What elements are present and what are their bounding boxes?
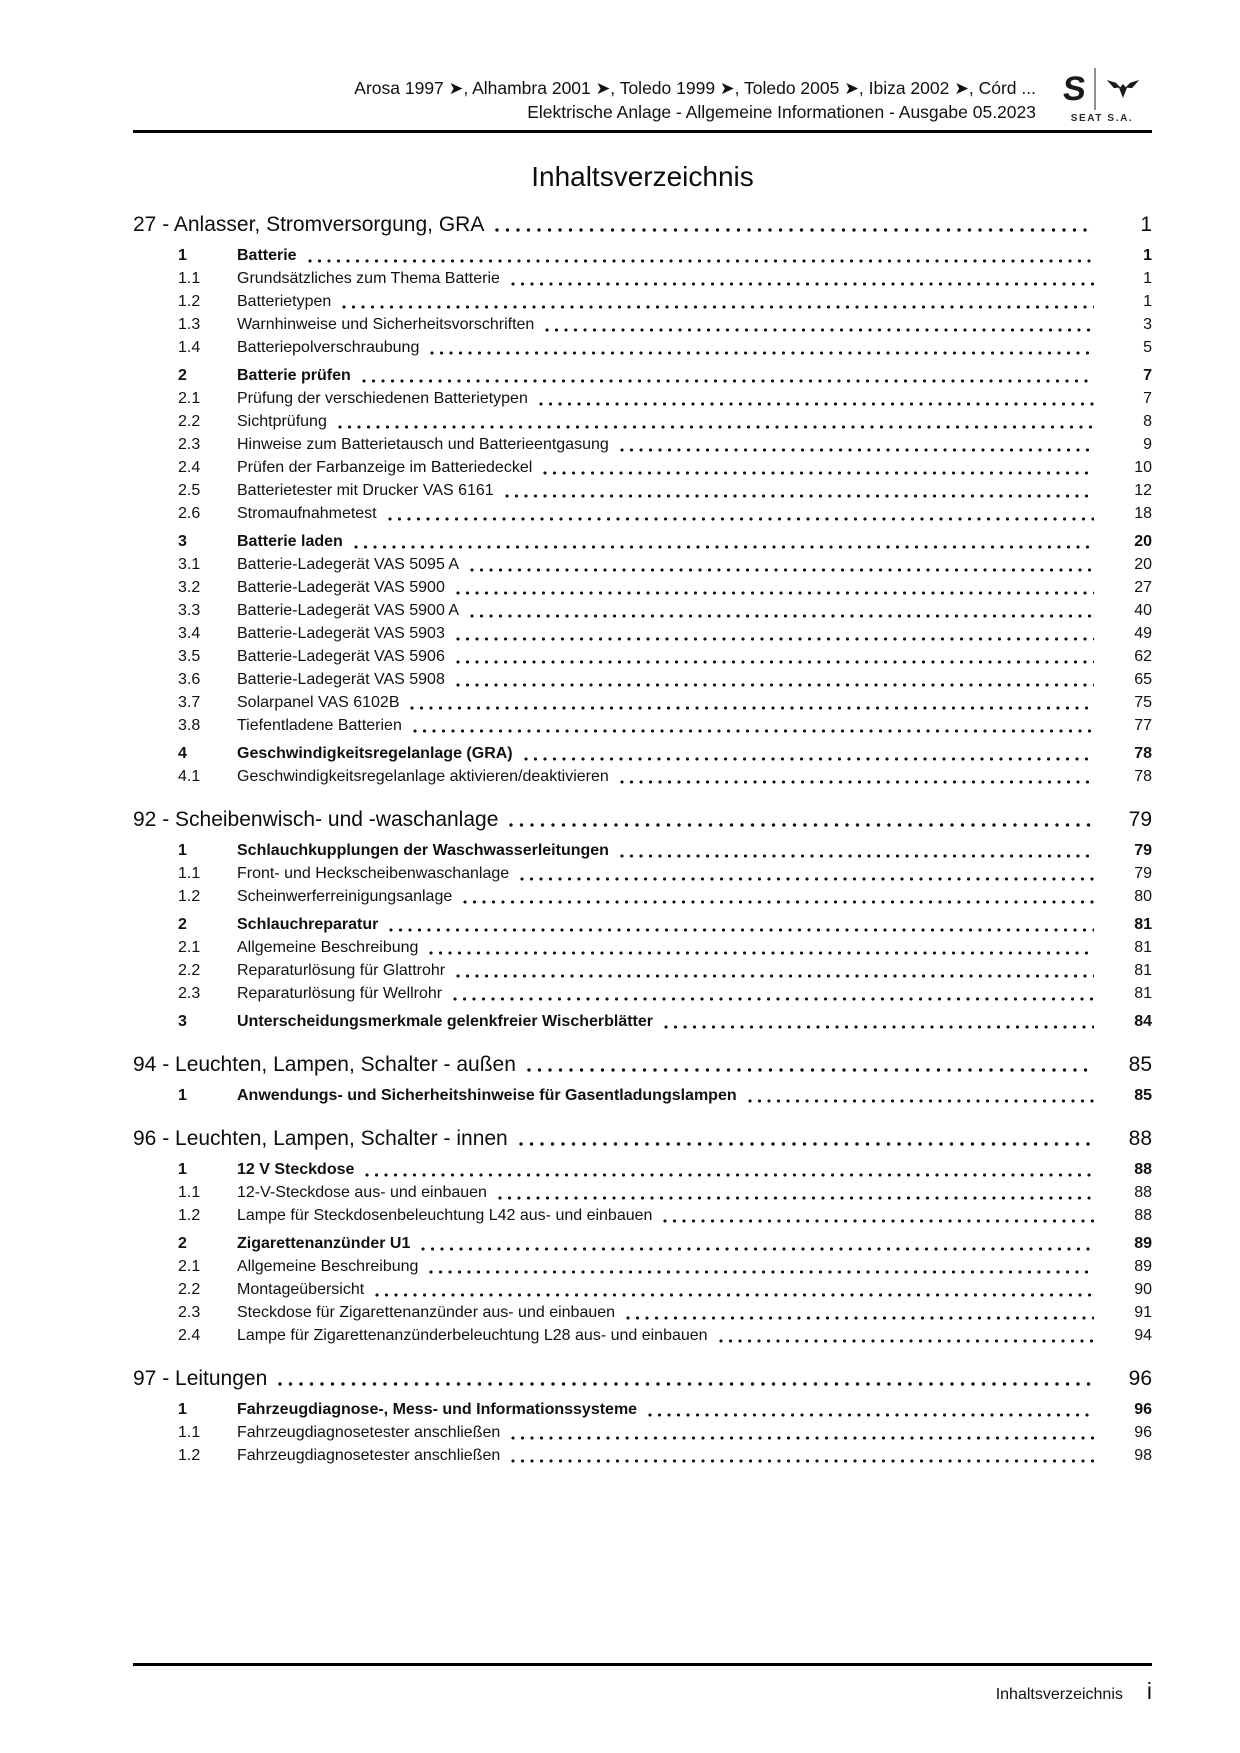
entry-title: Montageübersicht	[237, 1281, 365, 1298]
entry-title: Prüfung der verschiedenen Batterietypen	[237, 390, 528, 407]
entry-number: 2.1	[178, 390, 201, 407]
entry-page-number: 7	[1143, 390, 1152, 407]
entry-title: Prüfen der Farbanzeige im Batteriedeckel	[237, 459, 533, 476]
toc-entry-row	[178, 1010, 1152, 1033]
entry-title: Allgemeine Beschreibung	[237, 1258, 419, 1275]
entry-title: Batterietester mit Drucker VAS 6161	[237, 482, 494, 499]
toc-entry-row	[178, 1278, 1152, 1301]
leader-dots	[522, 742, 1094, 765]
entry-page-number: 84	[1134, 1013, 1152, 1030]
chapter-entries	[133, 244, 1152, 788]
chapter-heading-row	[133, 1367, 1152, 1391]
entry-page-number: 88	[1134, 1161, 1152, 1178]
toc-entry-row	[178, 839, 1152, 862]
entry-title: Scheinwerferreinigungsanlage	[237, 888, 453, 905]
entry-number: 1.3	[178, 316, 201, 333]
entry-title: Anwendungs- und Sicherheitshinweise für Gasentladungslampen	[237, 1087, 737, 1104]
toc-entry-row	[178, 1444, 1152, 1467]
entry-number: 2.4	[178, 459, 201, 476]
entry-page-number: 98	[1134, 1447, 1152, 1464]
chapter-entries	[133, 1158, 1152, 1347]
toc-entry-row	[178, 742, 1152, 765]
entry-number: 1.1	[178, 865, 201, 882]
entry-title: Stromaufnahmetest	[237, 505, 377, 522]
table-of-contents	[133, 213, 1152, 1467]
chapter-title: 96 - Leuchten, Lampen, Schalter - innen	[133, 1127, 508, 1150]
entry-number: 2.5	[178, 482, 201, 499]
toc-entry-row	[178, 714, 1152, 737]
leader-dots	[537, 387, 1094, 410]
entry-page-number: 10	[1134, 459, 1152, 476]
leader-dots	[387, 913, 1094, 936]
entry-number: 3.5	[178, 648, 201, 665]
entry-page-number: 20	[1134, 556, 1152, 573]
entry-page-number: 5	[1143, 339, 1152, 356]
entry-page-number: 81	[1134, 939, 1152, 956]
entry-title: Batterie-Ladegerät VAS 5900 A	[237, 602, 460, 619]
entry-page-number: 90	[1134, 1281, 1152, 1298]
entry-title: Lampe für Steckdosenbeleuchtung L42 aus- und einbauen	[237, 1207, 653, 1224]
leader-dots	[363, 1158, 1094, 1181]
entry-title: Batterie-Ladegerät VAS 5908	[237, 671, 445, 688]
toc-entry-row	[178, 1232, 1152, 1255]
header-subtitle-line: Elektrische Anlage - Allgemeine Informationen - Ausgabe 05.2023	[527, 102, 1036, 122]
chapter-heading-row	[133, 1127, 1152, 1151]
entry-title: Allgemeine Beschreibung	[237, 939, 419, 956]
entry-page-number: 12	[1134, 482, 1152, 499]
toc-chapter	[133, 808, 1152, 1033]
entry-page-number: 1	[1143, 293, 1152, 310]
brand-name: SEAT S.A.	[1070, 113, 1134, 124]
entry-title: 12 V Steckdose	[237, 1161, 355, 1178]
chapter-title: 27 - Anlasser, Stromversorgung, GRA	[133, 213, 485, 236]
leader-dots	[646, 1398, 1094, 1421]
entry-number: 1	[178, 1401, 187, 1418]
toc-entry-row	[178, 1204, 1152, 1227]
toc-entry-row	[178, 982, 1152, 1005]
entry-title: Batterie prüfen	[237, 367, 351, 384]
entry-number: 2.2	[178, 413, 201, 430]
entry-title: Zigarettenanzünder U1	[237, 1235, 411, 1252]
entry-title: Geschwindigkeitsregelanlage aktivieren/deaktivieren	[237, 768, 609, 785]
toc-chapter	[133, 1053, 1152, 1107]
leader-dots	[373, 1278, 1094, 1301]
toc-entry-row	[178, 1421, 1152, 1444]
entry-page-number: 78	[1134, 768, 1152, 785]
footer-page-number: i	[1146, 1678, 1152, 1704]
entry-title: Front- und Heckscheibenwaschanlage	[237, 865, 510, 882]
leader-dots	[468, 553, 1094, 576]
chapter-entries	[133, 839, 1152, 1033]
chapter-entries	[133, 1398, 1152, 1467]
toc-entry-row	[178, 691, 1152, 714]
brand-block	[1052, 68, 1152, 124]
leader-dots	[306, 244, 1094, 267]
entry-page-number: 3	[1143, 316, 1152, 333]
entry-title: Reparaturlösung für Glattrohr	[237, 962, 446, 979]
leader-dots	[543, 313, 1094, 336]
leader-dots	[411, 714, 1094, 737]
entry-title: Batterie laden	[237, 533, 343, 550]
entry-title: Batterie-Ladegerät VAS 5903	[237, 625, 445, 642]
entry-page-number: 81	[1134, 916, 1152, 933]
leader-dots	[360, 364, 1094, 387]
entry-title: Batteriepolverschraubung	[237, 339, 420, 356]
entry-number: 3.3	[178, 602, 201, 619]
toc-chapter	[133, 1367, 1152, 1467]
entry-number: 3.4	[178, 625, 201, 642]
entry-page-number: 79	[1134, 865, 1152, 882]
entry-title: Grundsätzliches zum Thema Batterie	[237, 270, 500, 287]
toc-entry-row	[178, 959, 1152, 982]
chapter-page-number: 85	[1128, 1053, 1152, 1076]
toc-entry-row	[178, 645, 1152, 668]
entry-number: 2.4	[178, 1327, 201, 1344]
entry-page-number: 85	[1134, 1087, 1152, 1104]
toc-entry-row	[178, 267, 1152, 290]
leader-dots	[428, 336, 1094, 359]
chapter-page-number: 1	[1140, 213, 1152, 236]
leader-dots	[662, 1010, 1094, 1033]
entry-number: 2	[178, 916, 187, 933]
entry-title: Fahrzeugdiagnosetester anschließen	[237, 1424, 501, 1441]
entry-number: 2.3	[178, 1304, 201, 1321]
leader-dots	[509, 267, 1094, 290]
entry-title: Reparaturlösung für Wellrohr	[237, 985, 443, 1002]
toc-entry-row	[178, 502, 1152, 525]
entry-number: 2.1	[178, 1258, 201, 1275]
toc-entry-row	[178, 553, 1152, 576]
entry-number: 1.2	[178, 888, 201, 905]
toc-entry-row	[178, 1301, 1152, 1324]
toc-entry-row	[178, 1398, 1152, 1421]
entry-page-number: 20	[1134, 533, 1152, 550]
leader-dots	[525, 1053, 1094, 1077]
entry-number: 1	[178, 247, 187, 264]
brand-logos	[1060, 68, 1142, 110]
entry-number: 2.1	[178, 939, 201, 956]
entry-title: Schlauchreparatur	[237, 916, 379, 933]
toc-entry-row	[178, 410, 1152, 433]
entry-title: Sichtprüfung	[237, 413, 327, 430]
leader-dots	[276, 1367, 1094, 1391]
entry-title: Unterscheidungsmerkmale gelenkfreier Wischerblätter	[237, 1013, 654, 1030]
leader-dots	[454, 576, 1094, 599]
toc-entry-row	[178, 244, 1152, 267]
entry-number: 2.2	[178, 962, 201, 979]
leader-dots	[454, 668, 1094, 691]
leader-dots	[468, 599, 1094, 622]
entry-title: Batterietypen	[237, 293, 332, 310]
entry-page-number: 81	[1134, 985, 1152, 1002]
leader-dots	[618, 839, 1094, 862]
leader-dots	[408, 691, 1094, 714]
entry-page-number: 65	[1134, 671, 1152, 688]
leader-dots	[419, 1232, 1094, 1255]
entry-page-number: 88	[1134, 1184, 1152, 1201]
toc-entry-row	[178, 668, 1152, 691]
page-header	[133, 68, 1152, 133]
leader-dots	[618, 433, 1094, 456]
toc-entry-row	[178, 479, 1152, 502]
toc-entry-row	[178, 765, 1152, 788]
entry-number: 1.4	[178, 339, 201, 356]
leader-dots	[336, 410, 1094, 433]
entry-page-number: 89	[1134, 1258, 1152, 1275]
leader-dots	[454, 622, 1094, 645]
entry-number: 1.1	[178, 1184, 201, 1201]
entry-page-number: 62	[1134, 648, 1152, 665]
toc-entry-row	[178, 387, 1152, 410]
entry-number: 1	[178, 842, 187, 859]
entry-page-number: 81	[1134, 962, 1152, 979]
entry-number: 1.1	[178, 1424, 201, 1441]
entry-number: 3.1	[178, 556, 201, 573]
leader-dots	[454, 645, 1094, 668]
toc-entry-row	[178, 336, 1152, 359]
leader-dots	[717, 1324, 1094, 1347]
entry-page-number: 91	[1134, 1304, 1152, 1321]
toc-entry-row	[178, 290, 1152, 313]
entry-title: Tiefentladene Batterien	[237, 717, 402, 734]
chapter-page-number: 96	[1128, 1367, 1152, 1390]
leader-dots	[661, 1204, 1094, 1227]
entry-title: Lampe für Zigarettenanzünderbeleuchtung L28 aus- und einbauen	[237, 1327, 708, 1344]
toc-entry-row	[178, 313, 1152, 336]
entry-title: Solarpanel VAS 6102B	[237, 694, 400, 711]
entry-number: 2	[178, 1235, 187, 1252]
entry-page-number: 94	[1134, 1327, 1152, 1344]
entry-number: 1.2	[178, 1207, 201, 1224]
leader-dots	[507, 808, 1094, 832]
entry-page-number: 96	[1134, 1401, 1152, 1418]
entry-number: 3.8	[178, 717, 201, 734]
leader-dots	[618, 765, 1094, 788]
leader-dots	[352, 530, 1094, 553]
leader-dots	[454, 959, 1094, 982]
leader-dots	[340, 290, 1094, 313]
entry-number: 3.7	[178, 694, 201, 711]
entry-page-number: 8	[1143, 413, 1152, 430]
chapter-title: 92 - Scheibenwisch- und -waschanlage	[133, 808, 499, 831]
leader-dots	[386, 502, 1094, 525]
toc-entry-row	[178, 1255, 1152, 1278]
header-text-block	[133, 76, 1036, 124]
toc-entry-row	[178, 456, 1152, 479]
leader-dots	[451, 982, 1094, 1005]
leader-dots	[496, 1181, 1094, 1204]
leader-dots	[493, 213, 1094, 237]
chapter-heading-row	[133, 1053, 1152, 1077]
chapter-title: 97 - Leitungen	[133, 1367, 268, 1390]
toc-entry-row	[178, 364, 1152, 387]
entry-number: 1.2	[178, 1447, 201, 1464]
leader-dots	[427, 936, 1094, 959]
leader-dots	[509, 1444, 1094, 1467]
leader-dots	[427, 1255, 1094, 1278]
entry-number: 1.2	[178, 293, 201, 310]
entry-page-number: 88	[1134, 1207, 1152, 1224]
entry-title: Batterie	[237, 247, 297, 264]
toc-entry-row	[178, 913, 1152, 936]
entry-page-number: 27	[1134, 579, 1152, 596]
entry-number: 3.2	[178, 579, 201, 596]
toc-chapter	[133, 1127, 1152, 1347]
entry-number: 2.3	[178, 436, 201, 453]
leader-dots	[518, 862, 1094, 885]
chapter-page-number: 79	[1128, 808, 1152, 831]
header-models-line: Arosa 1997 ➤, Alhambra 2001 ➤, Toledo 1999 ➤, Toledo 2005 ➤, Ibiza 2002 ➤, Córd ...	[354, 78, 1036, 98]
toc-entry-row	[178, 576, 1152, 599]
entry-page-number: 40	[1134, 602, 1152, 619]
leader-dots	[517, 1127, 1094, 1151]
leader-dots	[509, 1421, 1094, 1444]
entry-page-number: 49	[1134, 625, 1152, 642]
leader-dots	[746, 1084, 1094, 1107]
entry-page-number: 75	[1134, 694, 1152, 711]
page-footer	[133, 1663, 1152, 1705]
entry-page-number: 9	[1143, 436, 1152, 453]
entry-number: 4	[178, 745, 187, 762]
entry-page-number: 1	[1143, 247, 1152, 264]
entry-title: Batterie-Ladegerät VAS 5900	[237, 579, 445, 596]
entry-title: Geschwindigkeitsregelanlage (GRA)	[237, 745, 513, 762]
entry-page-number: 77	[1134, 717, 1152, 734]
toc-entry-row	[178, 1324, 1152, 1347]
logo-divider	[1094, 68, 1096, 110]
entry-title: Schlauchkupplungen der Waschwasserleitungen	[237, 842, 609, 859]
leader-dots	[541, 456, 1094, 479]
entry-page-number: 80	[1134, 888, 1152, 905]
entry-page-number: 79	[1134, 842, 1152, 859]
entry-title: Fahrzeugdiagnose-, Mess- und Informationssysteme	[237, 1401, 638, 1418]
entry-number: 2.6	[178, 505, 201, 522]
entry-title: Steckdose für Zigarettenanzünder aus- und einbauen	[237, 1304, 616, 1321]
toc-entry-row	[178, 1084, 1152, 1107]
entry-number: 2	[178, 367, 187, 384]
toc-entry-row	[178, 433, 1152, 456]
toc-entry-row	[178, 936, 1152, 959]
entry-number: 4.1	[178, 768, 201, 785]
entry-number: 1	[178, 1161, 187, 1178]
toc-entry-row	[178, 1158, 1152, 1181]
entry-number: 2.3	[178, 985, 201, 1002]
toc-entry-row	[178, 530, 1152, 553]
entry-number: 1.1	[178, 270, 201, 287]
entry-page-number: 7	[1143, 367, 1152, 384]
toc-entry-row	[178, 622, 1152, 645]
chapter-heading-row	[133, 213, 1152, 237]
entry-number: 2.2	[178, 1281, 201, 1298]
page-title: Inhaltsverzeichnis	[531, 161, 754, 192]
chapter-entries	[133, 1084, 1152, 1107]
leader-dots	[461, 885, 1094, 908]
entry-page-number: 96	[1134, 1424, 1152, 1441]
chapter-page-number: 88	[1128, 1127, 1152, 1150]
entry-title: Warnhinweise und Sicherheitsvorschriften	[237, 316, 535, 333]
entry-number: 3.6	[178, 671, 201, 688]
seat-logo-icon: S	[1060, 70, 1088, 108]
chapter-heading-row	[133, 808, 1152, 832]
entry-title: 12-V-Steckdose aus- und einbauen	[237, 1184, 487, 1201]
leader-dots	[503, 479, 1094, 502]
leader-dots	[624, 1301, 1094, 1324]
footer-section-label: Inhaltsverzeichnis	[995, 1686, 1123, 1703]
toc-entry-row	[178, 1181, 1152, 1204]
toc-entry-row	[178, 885, 1152, 908]
entry-title: Batterie-Ladegerät VAS 5095 A	[237, 556, 460, 573]
entry-number: 1	[178, 1087, 187, 1104]
entry-title: Batterie-Ladegerät VAS 5906	[237, 648, 445, 665]
chapter-title: 94 - Leuchten, Lampen, Schalter - außen	[133, 1053, 516, 1076]
entry-page-number: 89	[1134, 1235, 1152, 1252]
toc-entry-row	[178, 862, 1152, 885]
toc-chapter	[133, 213, 1152, 788]
entry-page-number: 78	[1134, 745, 1152, 762]
entry-page-number: 18	[1134, 505, 1152, 522]
entry-title: Hinweise zum Batterietausch und Batterieentgasung	[237, 436, 609, 453]
entry-title: Fahrzeugdiagnosetester anschließen	[237, 1447, 501, 1464]
entry-number: 3	[178, 1013, 187, 1030]
entry-number: 3	[178, 533, 187, 550]
toc-entry-row	[178, 599, 1152, 622]
cupra-logo-icon	[1105, 76, 1141, 102]
entry-page-number: 1	[1143, 270, 1152, 287]
